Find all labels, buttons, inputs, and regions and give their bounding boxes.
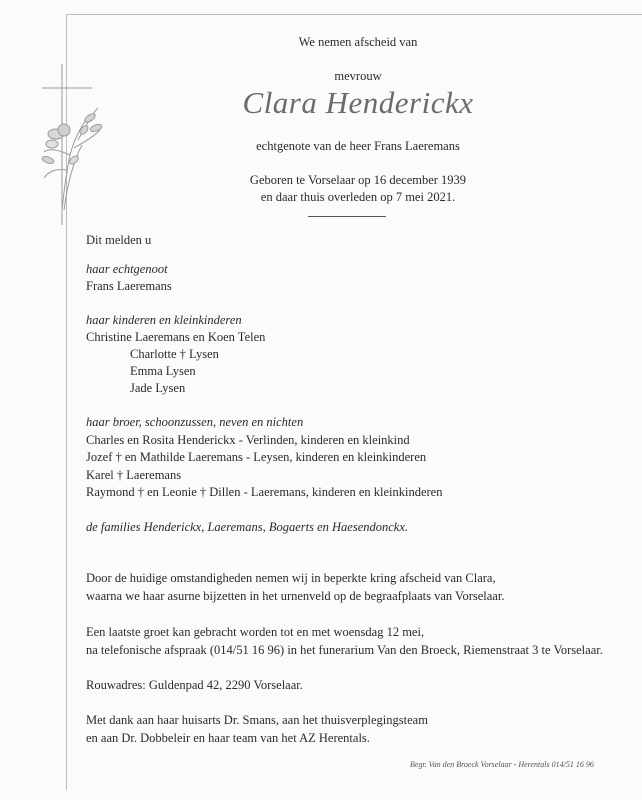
siblings-heading: haar broer, schoonzussen, neven en nichten (86, 415, 304, 429)
died-line: en daar thuis overleden op 7 mei 2021. (260, 190, 456, 204)
born-line: Geboren te Vorselaar op 16 december 1939 (249, 173, 467, 187)
cross-flower-icon (34, 60, 108, 230)
funeral-home-footer: Begr. Van den Broeck Vorselaar - Herentals 014/51 16 96 (410, 760, 594, 769)
paragraph-line: waarna we haar asurne bijzetten in het urnenveld op de begraafplaats van Vorselaar. (86, 589, 505, 603)
divider (308, 216, 386, 217)
announce-text: Dit melden u (86, 233, 152, 247)
spouse-heading: haar echtgenoot (86, 262, 168, 276)
paragraph-line: Door de huidige omstandigheden nemen wij in beperkte kring afscheid van Clara, (86, 571, 496, 585)
sibling-line: Jozef † en Mathilde Laeremans - Leysen, kinderen en kleinkinderen (86, 450, 427, 464)
grandchild-item: Jade Lysen (130, 381, 186, 395)
spouse-line: echtgenote van de heer Frans Laeremans (256, 139, 460, 153)
address-line: Rouwadres: Guldenpad 42, 2290 Vorselaar. (86, 678, 303, 692)
intro-text: We nemen afscheid van (298, 35, 418, 49)
paragraph-line: Een laatste groet kan gebracht worden tot en met woensdag 12 mei, (86, 625, 425, 639)
sibling-line: Karel † Laeremans (86, 468, 182, 482)
paragraph-line: en aan Dr. Dobbeleir en haar team van het AZ Herentals. (86, 731, 370, 745)
paragraph-line: Met dank aan haar huisarts Dr. Smans, aan het thuisverplegingsteam (86, 713, 428, 727)
grandchild-item: Charlotte † Lysen (130, 347, 219, 361)
deceased-name: Clara Henderickx (242, 85, 474, 120)
sibling-line: Charles en Rosita Henderickx - Verlinden, kinderen en kleinkind (86, 433, 410, 447)
spouse-name: Frans Laeremans (86, 279, 172, 293)
grandchild-item: Emma Lysen (130, 364, 196, 378)
paragraph-line: na telefonische afspraak (014/51 16 96) in het funerarium Van den Broeck, Riemenstraat 3 te Vorselaar. (86, 643, 603, 657)
families-line: de families Henderickx, Laeremans, Bogaerts en Haesendonckx. (86, 520, 409, 534)
child-parent: Christine Laeremans en Koen Telen (86, 330, 266, 344)
sibling-line: Raymond † en Leonie † Dillen - Laeremans, kinderen en kleinkinderen (86, 485, 443, 499)
frame-top-line (66, 14, 642, 15)
children-heading: haar kinderen en kleinkinderen (86, 313, 242, 327)
salutation: mevrouw (334, 69, 382, 83)
